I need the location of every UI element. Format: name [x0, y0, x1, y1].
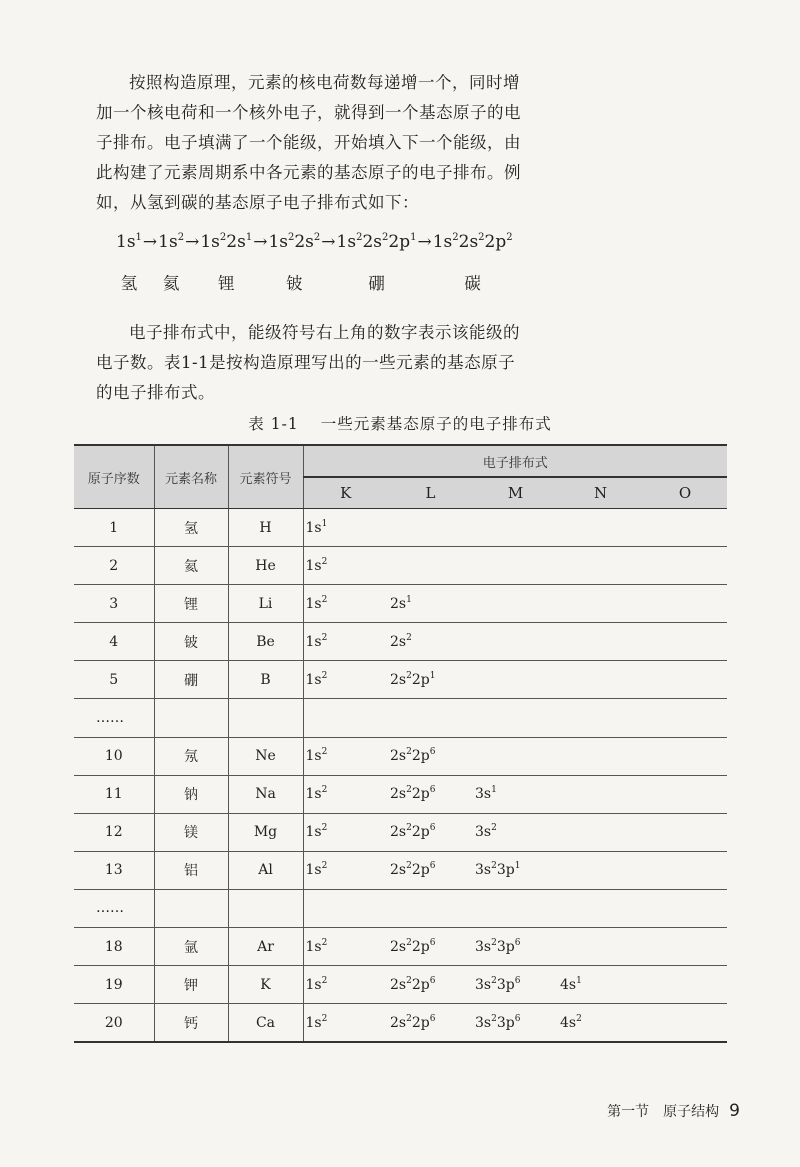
cell-electron-count: 2: [576, 1013, 582, 1024]
cell-electron-count: 2: [406, 785, 412, 796]
sequence-element-name: 碳: [464, 274, 481, 293]
cell-shell-k: [303, 509, 388, 547]
cell-orbital: 2p: [411, 938, 430, 955]
cell-atomic-number: 11: [74, 775, 154, 813]
header-configuration: 电子排布式: [303, 445, 727, 477]
cell-shell-l: [388, 851, 473, 889]
cell-atomic-number: 18: [74, 928, 154, 966]
cell-electron-count: 2: [321, 594, 328, 605]
cell-shell-k: [303, 585, 388, 623]
cell-shell-o: [643, 966, 727, 1004]
table-row: [74, 775, 727, 813]
explanation-paragraph-text: 电子排布式中，能级符号右上角的数字表示该能级的电子数。表1-1是按构造原理写出的一些元素的基态原子的电子排布式。: [96, 323, 520, 402]
cell-shell-l: [388, 509, 473, 547]
sequence-arrow: →: [253, 232, 268, 252]
header-shell-m: M: [473, 477, 558, 509]
cell-element-name: 钙: [154, 1004, 228, 1043]
footer-section-title: 第一节 原子结构: [607, 1104, 720, 1120]
cell-orbital: 1s: [305, 633, 322, 650]
cell-orbital: 2s: [390, 595, 407, 612]
cell-element-symbol: He: [228, 547, 303, 585]
table-row: [74, 737, 727, 775]
sequence-orbital: 2s: [226, 232, 246, 252]
cell-element-symbol: Ca: [228, 1004, 303, 1043]
cell-orbital: 3p: [496, 862, 515, 879]
cell-element-name: 硼: [154, 661, 228, 699]
cell-element-name: 氢: [154, 509, 228, 547]
cell-shell-m: [473, 737, 558, 775]
cell-element-symbol: Li: [228, 585, 303, 623]
cell-shell-m: [473, 1004, 558, 1043]
cell-electron-count: 6: [429, 823, 436, 834]
sequence-electron-count: 2: [382, 232, 389, 243]
cell-atomic-number: 1: [74, 509, 154, 547]
intro-paragraph-text: 按照构造原理，元素的核电荷数每递增一个，同时增加一个核电荷和一个核外电子，就得到一个基态原子的电子排布。电子填满了一个能级，开始填入下一个能级，由此构建了元素周期系中各元素的基态原子的电子排布。例如，从氢到碳的基态原子电子排布式如下：: [96, 73, 521, 212]
cell-orbital: 2s: [390, 824, 407, 841]
cell-shell-k: [303, 547, 388, 585]
cell-element-symbol: Na: [228, 775, 303, 813]
cell-electron-count: 2: [321, 861, 328, 872]
cell-shell-n: [558, 623, 643, 661]
cell-electron-count: 2: [491, 937, 497, 948]
cell-electron-count: 2: [406, 747, 412, 758]
cell-electron-count: 1: [491, 785, 497, 796]
table-caption-number: 表 1-1: [248, 415, 299, 433]
cell-element-symbol: Ar: [228, 928, 303, 966]
sequence-orbital: 2p: [388, 232, 411, 252]
cell-orbital: 1s: [305, 976, 322, 993]
cell-element-symbol: Al: [228, 851, 303, 889]
sequence-electron-count: 2: [478, 232, 485, 243]
ellipsis-cell: ……: [74, 889, 154, 927]
sequence-orbital: 1s: [200, 232, 220, 252]
cell-orbital: 2s: [390, 748, 407, 765]
header-element-symbol: 元素符号: [228, 445, 303, 509]
cell-orbital: 3s: [475, 1014, 492, 1031]
sequence-orbital: 2p: [484, 232, 507, 252]
cell-electron-count: 2: [321, 632, 328, 643]
cell-shell-k: [303, 737, 388, 775]
sequence-element-name: 锂: [218, 274, 235, 293]
sequence-orbital: 2s: [294, 232, 314, 252]
cell-orbital: 1s: [305, 824, 322, 841]
cell-electron-count: 2: [491, 975, 497, 986]
cell-orbital: 3s: [475, 862, 492, 879]
cell-element-symbol: Be: [228, 623, 303, 661]
cell-shell-k: [303, 775, 388, 813]
cell-orbital: 2s: [390, 671, 407, 688]
cell-electron-count: 6: [429, 861, 436, 872]
cell-electron-count: 2: [321, 823, 328, 834]
sequence-element-name: 氢: [120, 274, 138, 293]
cell-element-name: 铍: [154, 623, 228, 661]
cell-electron-count: 2: [321, 785, 328, 796]
cell-shell-n: [558, 1004, 643, 1043]
cell-orbital: 1s: [305, 748, 322, 765]
cell-orbital: 3s: [475, 976, 492, 993]
cell-orbital: 4s: [560, 1014, 577, 1031]
cell-shell-m: [473, 851, 558, 889]
cell-electron-count: 2: [321, 556, 328, 567]
empty-cell: [643, 699, 727, 737]
cell-electron-count: 1: [576, 975, 582, 986]
cell-shell-n: [558, 509, 643, 547]
cell-element-symbol: K: [228, 966, 303, 1004]
empty-cell: [643, 889, 727, 927]
cell-orbital: 1s: [305, 595, 322, 612]
cell-electron-count: 2: [321, 1013, 328, 1024]
empty-cell: [228, 699, 303, 737]
sequence-element-name: 氦: [162, 274, 180, 293]
sequence-arrow: →: [321, 232, 336, 252]
sequence-electron-count: 1: [135, 232, 142, 243]
cell-orbital: 4s: [560, 976, 577, 993]
cell-orbital: 3p: [496, 938, 515, 955]
cell-orbital: 1s: [305, 557, 322, 574]
cell-electron-count: 2: [406, 975, 412, 986]
empty-cell: [388, 889, 473, 927]
cell-shell-k: [303, 928, 388, 966]
cell-orbital: 3p: [496, 1014, 515, 1031]
header-element-name: 元素名称: [154, 445, 228, 509]
cell-shell-n: [558, 928, 643, 966]
cell-orbital: 3s: [475, 824, 492, 841]
empty-cell: [303, 889, 388, 927]
cell-shell-n: [558, 585, 643, 623]
cell-shell-l: [388, 928, 473, 966]
sequence-orbital: 1s: [158, 232, 178, 252]
cell-shell-n: [558, 661, 643, 699]
header-shell-k: K: [303, 477, 388, 509]
cell-shell-l: [388, 966, 473, 1004]
table-row: [74, 509, 727, 547]
sequence-electron-count: 2: [177, 232, 185, 243]
cell-element-symbol: Mg: [228, 813, 303, 851]
cell-orbital: 3p: [496, 976, 515, 993]
cell-orbital: 3s: [475, 938, 492, 955]
cell-orbital: 2p: [411, 824, 430, 841]
header-shell-l: L: [388, 477, 473, 509]
empty-cell: [154, 889, 228, 927]
sequence-electron-count: 2: [287, 232, 295, 243]
cell-orbital: 2p: [411, 671, 430, 688]
sequence-element-name: 硼: [368, 274, 385, 293]
cell-shell-n: [558, 851, 643, 889]
sequence-orbital: 2s: [362, 232, 382, 252]
empty-cell: [154, 699, 228, 737]
cell-electron-count: 2: [491, 861, 497, 872]
cell-shell-o: [643, 813, 727, 851]
table-row: [74, 585, 727, 623]
cell-orbital: 2p: [411, 862, 430, 879]
sequence-step-config: [337, 232, 417, 252]
cell-electron-count: 2: [491, 823, 497, 834]
empty-cell: [388, 699, 473, 737]
cell-shell-n: [558, 737, 643, 775]
sequence-electron-count: 1: [410, 232, 417, 243]
cell-shell-k: [303, 623, 388, 661]
table-body: [74, 509, 727, 1043]
sequence-step-config: [200, 232, 252, 252]
cell-atomic-number: 12: [74, 813, 154, 851]
cell-shell-o: [643, 1004, 727, 1043]
cell-orbital: 1s: [305, 519, 322, 536]
table-caption-title: 一些元素基态原子的电子排布式: [320, 415, 552, 433]
cell-element-symbol: B: [228, 661, 303, 699]
cell-atomic-number: 5: [74, 661, 154, 699]
ellipsis-cell: ……: [74, 699, 154, 737]
cell-shell-n: [558, 547, 643, 585]
cell-shell-o: [643, 585, 727, 623]
cell-shell-m: [473, 661, 558, 699]
cell-shell-n: [558, 966, 643, 1004]
cell-electron-count: 1: [406, 594, 412, 605]
cell-element-name: 铝: [154, 851, 228, 889]
sequence-orbital: 1s: [432, 232, 453, 252]
cell-atomic-number: 19: [74, 966, 154, 1004]
cell-shell-n: [558, 775, 643, 813]
sequence-orbital: 2s: [458, 232, 479, 252]
cell-shell-l: [388, 585, 473, 623]
cell-electron-count: 6: [429, 747, 436, 758]
cell-shell-o: [643, 661, 727, 699]
cell-shell-o: [643, 547, 727, 585]
cell-electron-count: 2: [321, 937, 328, 948]
sequence-element-name: 铍: [286, 274, 303, 293]
table-row: [74, 661, 727, 699]
cell-shell-o: [643, 928, 727, 966]
empty-cell: [303, 699, 388, 737]
cell-shell-l: [388, 623, 473, 661]
table-row: [74, 813, 727, 851]
cell-shell-k: [303, 813, 388, 851]
cell-electron-count: 2: [406, 670, 412, 681]
cell-orbital: 3s: [475, 786, 492, 803]
sequence-arrow: →: [185, 232, 200, 252]
cell-shell-k: [303, 966, 388, 1004]
cell-shell-k: [303, 1004, 388, 1043]
sequence-step-config: [268, 232, 320, 252]
intro-paragraph: [96, 68, 526, 218]
sequence-orbital: 1s: [336, 232, 357, 252]
cell-orbital: 2p: [411, 976, 430, 993]
cell-shell-m: [473, 813, 558, 851]
cell-shell-l: [388, 775, 473, 813]
cell-orbital: 2p: [411, 1014, 430, 1031]
cell-atomic-number: 10: [74, 737, 154, 775]
page-number: 9: [729, 1101, 740, 1121]
table-caption: [0, 412, 800, 434]
sequence-arrow: →: [417, 232, 432, 252]
cell-atomic-number: 2: [74, 547, 154, 585]
sequence-electron-count: 1: [245, 232, 253, 243]
cell-shell-m: [473, 966, 558, 1004]
cell-orbital: 2p: [411, 748, 430, 765]
cell-orbital: 2s: [390, 976, 407, 993]
cell-shell-o: [643, 623, 727, 661]
cell-electron-count: 6: [429, 785, 436, 796]
empty-cell: [473, 699, 558, 737]
cell-atomic-number: 20: [74, 1004, 154, 1043]
sequence-electron-count: 2: [506, 232, 513, 243]
cell-orbital: 1s: [305, 862, 322, 879]
cell-orbital: 1s: [305, 671, 322, 688]
cell-orbital: 2s: [390, 1014, 407, 1031]
cell-shell-l: [388, 1004, 473, 1043]
table-row: [74, 547, 727, 585]
cell-shell-l: [388, 737, 473, 775]
table-row: [74, 623, 727, 661]
cell-shell-o: [643, 737, 727, 775]
cell-electron-count: 6: [514, 1013, 521, 1024]
sequence-orbital: 1s: [268, 232, 288, 252]
table-row: [74, 966, 727, 1004]
cell-element-name: 锂: [154, 585, 228, 623]
cell-orbital: 1s: [305, 1014, 322, 1031]
cell-electron-count: 6: [514, 975, 521, 986]
sequence-electron-count: 2: [219, 232, 227, 243]
sequence-step-config: [116, 232, 142, 252]
cell-element-name: 钠: [154, 775, 228, 813]
sequence-arrow: →: [142, 232, 158, 252]
cell-orbital: 2p: [411, 786, 430, 803]
cell-electron-count: 2: [321, 670, 328, 681]
cell-shell-m: [473, 585, 558, 623]
cell-electron-count: 2: [406, 632, 412, 643]
cell-shell-m: [473, 509, 558, 547]
cell-electron-count: 2: [491, 1013, 497, 1024]
cell-electron-count: 2: [406, 1013, 412, 1024]
cell-element-symbol: Ne: [228, 737, 303, 775]
table-row: [74, 699, 727, 737]
empty-cell: [558, 699, 643, 737]
cell-atomic-number: 3: [74, 585, 154, 623]
cell-electron-count: 1: [514, 861, 521, 872]
cell-shell-k: [303, 851, 388, 889]
cell-element-name: 氦: [154, 547, 228, 585]
cell-electron-count: 1: [321, 518, 328, 529]
header-shell-n: N: [558, 477, 643, 509]
sequence-electron-count: 2: [452, 232, 459, 243]
cell-electron-count: 2: [321, 747, 328, 758]
cell-atomic-number: 13: [74, 851, 154, 889]
sequence-electron-count: 2: [356, 232, 363, 243]
cell-orbital: 2s: [390, 633, 407, 650]
sequence-electron-count: 2: [313, 232, 321, 243]
cell-atomic-number: 4: [74, 623, 154, 661]
cell-shell-m: [473, 547, 558, 585]
empty-cell: [228, 889, 303, 927]
table-row: [74, 889, 727, 927]
cell-orbital: 2s: [390, 938, 407, 955]
cell-element-name: 氖: [154, 737, 228, 775]
cell-element-name: 镁: [154, 813, 228, 851]
cell-electron-count: 6: [514, 937, 521, 948]
cell-shell-o: [643, 851, 727, 889]
cell-shell-n: [558, 813, 643, 851]
cell-shell-l: [388, 813, 473, 851]
cell-electron-count: 1: [429, 670, 436, 681]
cell-electron-count: 2: [406, 823, 412, 834]
cell-electron-count: 6: [429, 975, 436, 986]
configuration-sequence: [116, 232, 513, 252]
cell-electron-count: 6: [429, 1013, 436, 1024]
header-shell-o: O: [643, 477, 727, 509]
table-row: [74, 928, 727, 966]
cell-orbital: 2s: [390, 862, 407, 879]
cell-shell-m: [473, 928, 558, 966]
cell-element-symbol: H: [228, 509, 303, 547]
page-footer: [607, 1101, 740, 1121]
cell-electron-count: 2: [406, 937, 412, 948]
cell-electron-count: 2: [406, 861, 412, 872]
sequence-orbital: 1s: [116, 232, 136, 252]
table-row: [74, 851, 727, 889]
cell-shell-o: [643, 509, 727, 547]
cell-shell-k: [303, 661, 388, 699]
cell-shell-m: [473, 775, 558, 813]
cell-electron-count: 6: [429, 937, 436, 948]
cell-element-name: 氩: [154, 928, 228, 966]
cell-shell-m: [473, 623, 558, 661]
electron-configuration-table: [74, 444, 727, 1043]
cell-shell-l: [388, 661, 473, 699]
explanation-paragraph: [96, 318, 526, 408]
header-atomic-number: 原子序数: [74, 445, 154, 509]
cell-orbital: 1s: [305, 938, 322, 955]
empty-cell: [473, 889, 558, 927]
sequence-step-config: [433, 232, 513, 252]
cell-electron-count: 2: [321, 975, 328, 986]
table-row: [74, 1004, 727, 1043]
sequence-step-config: [158, 232, 184, 252]
cell-orbital: 2s: [390, 786, 407, 803]
cell-shell-l: [388, 547, 473, 585]
cell-orbital: 1s: [305, 786, 322, 803]
cell-element-name: 钾: [154, 966, 228, 1004]
cell-shell-o: [643, 775, 727, 813]
empty-cell: [558, 889, 643, 927]
